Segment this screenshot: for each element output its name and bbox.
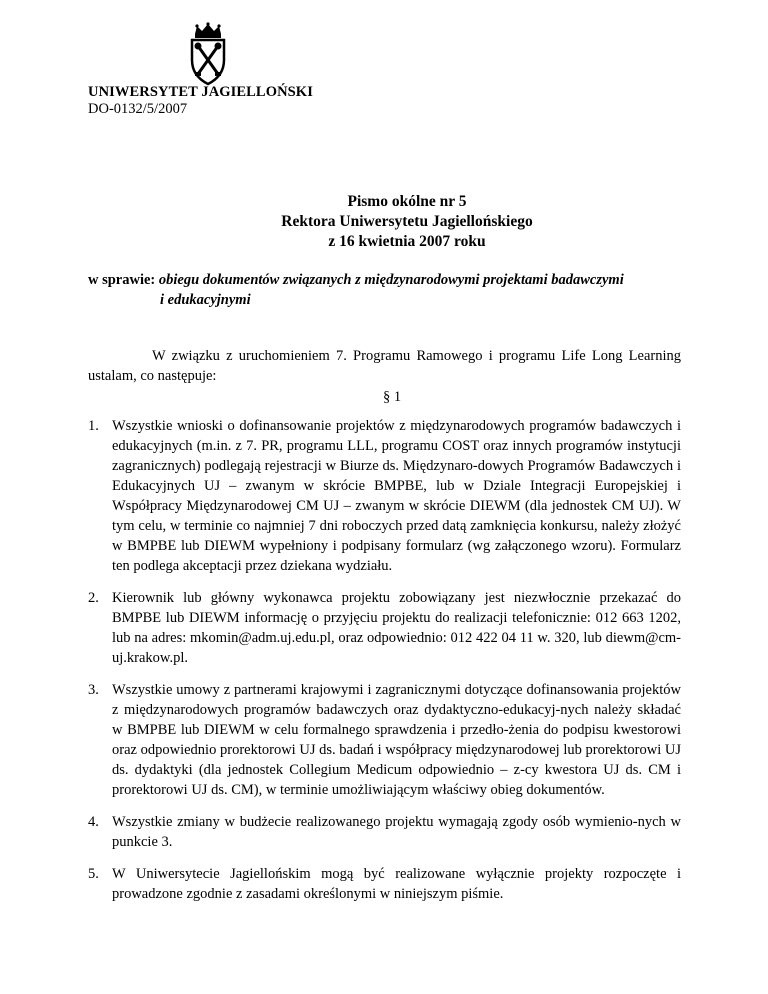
item-number: 3. [88, 682, 99, 698]
list-item [88, 812, 681, 852]
document-title [0, 192, 768, 252]
item-number: 5. [88, 866, 99, 882]
title-line-2: Rektora Uniwersytetu Jagiellońskiego [281, 213, 533, 230]
section-mark: § 1 [382, 389, 402, 405]
document-number: DO-0132/5/2007 [88, 101, 188, 117]
subject-text-line-1: obiegu dokumentów związanych z międzynarodowymi projektami badawczymi [158, 272, 624, 288]
university-name: UNIWERSYTET JAGIELLOŃSKI [88, 84, 313, 100]
item-number: 1. [88, 418, 99, 434]
item-text: Wszystkie wnioski o dofinansowanie projektów z międzynarodowych programów badawczych i edukacyjnych (m.in. z 7. PR, programu LLL, programu COST oraz innych programów instytucji zagranicznych) podlegają rejestracji w Biurze ds. Międzynaro-dowych Programów Badawczych i Edukacyjnych UJ – zwanym w skrócie BMPBE, lub w Dziale Integracji Europejskiej i Współpracy Międzynarodowej CM UJ – zwanym w skrócie DIEWM (dla jednostek CM UJ). W tym celu, w terminie co najmniej 7 dni roboczych przed datą zamknięcia konkursu, należy złożyć w BMPBE lub DIEWM wypełniony i podpisany formularz (wg załączonego wzoru). Formularz ten podlega akceptacji przez dziekana wydziału. [112, 418, 681, 574]
list-item [88, 864, 681, 904]
list-item [88, 588, 681, 668]
university-emblem-icon [187, 22, 229, 86]
item-number: 2. [88, 590, 99, 606]
subject-block [88, 270, 688, 310]
provisions-list [88, 416, 681, 916]
subject-label: w sprawie: [88, 272, 156, 288]
item-text: Wszystkie umowy z partnerami krajowymi i zagranicznymi dotyczące dofinansowania projektów z międzynarodowych programów badawczych oraz dydaktyczno-edukacyj-nych należy składać w BMPBE lub DIEWM w celu formalnego sprawdzenia i przedło-żenia do podpisu kwestorowi oraz odpowiednio prorektorowi UJ ds. badań i współpracy międzynarodowej lub prorektorowi UJ ds. dydaktyki (dla jednostek Collegium Medicum odpowiednio – z-cy kwestora UJ ds. CM i prorektorowi UJ ds. CM), w terminie umożliwiającym właściwy obieg dokumentów. [112, 682, 681, 798]
item-number: 4. [88, 814, 99, 830]
list-item [88, 416, 681, 576]
title-line-1: Pismo okólne nr 5 [347, 193, 467, 210]
intro-paragraph: W związku z uruchomieniem 7. Programu Ramowego i programu Life Long Learning ustalam, co następuje: [88, 348, 681, 384]
subject-text-line-2: i edukacyjnymi [160, 292, 251, 308]
item-text: Kierownik lub główny wykonawca projektu zobowiązany jest niezwłocznie przekazać do BMPBE lub DIEWM informację o przyjęciu projektu do realizacji telefonicznie: 012 663 1202, lub na adres: mkomin@adm.uj.edu.pl, oraz odpowiednio: 012 422 04 11 w. 320, lub diewm@cm-uj.krakow.pl. [112, 590, 681, 666]
list-item [88, 680, 681, 800]
item-text: W Uniwersytecie Jagiellońskim mogą być realizowane wyłącznie projekty rozpoczęte i prowadzone zgodnie z zasadami określonymi w niniejszym piśmie. [112, 866, 681, 902]
title-line-3: z 16 kwietnia 2007 roku [328, 233, 486, 250]
item-text: Wszystkie zmiany w budżecie realizowanego projektu wymagają zgody osób wymienio-nych w punkcie 3. [112, 814, 681, 850]
